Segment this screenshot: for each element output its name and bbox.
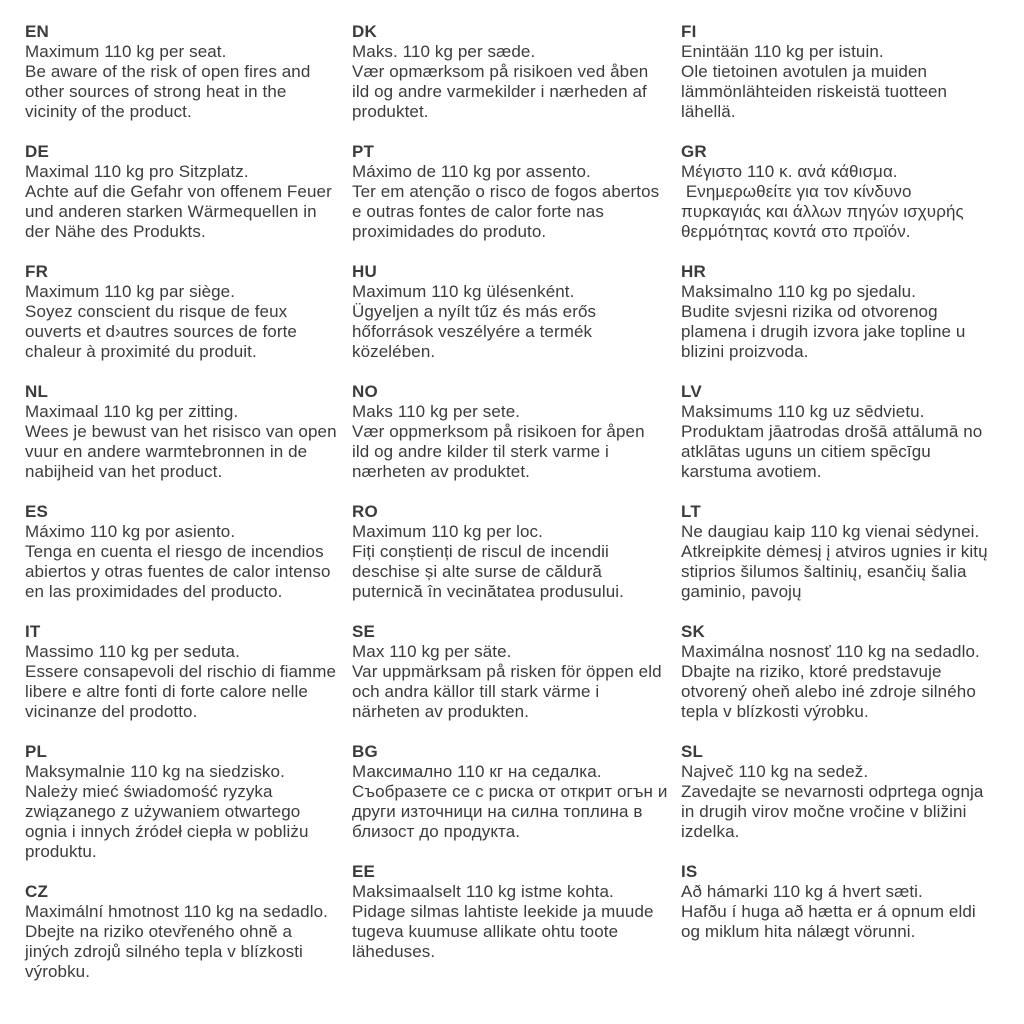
- lang-code-se: SE: [352, 622, 376, 641]
- lang-block-lv: [681, 382, 1004, 482]
- lang-text-nl: Maximaal 110 kg per zitting. Wees je bewust van het risisco van open vuur en andere warmtebronnen in de nabijheid van het product.: [25, 402, 337, 481]
- lang-text-ro: Maximum 110 kg per loc. Fiți conștienți de riscul de incendii deschise și alte surse de căldură puternică în vecinătatea produsului.: [352, 522, 624, 601]
- lang-text-hr: Maksimalno 110 kg po sjedalu. Budite svjesni rizika od otvorenog plamena i drugih izvora jake topline u blizini proizvoda.: [681, 282, 966, 361]
- lang-code-lv: LV: [681, 382, 702, 401]
- lang-text-fr: Maximum 110 kg par siège. Soyez conscient du risque de feux ouverts et d›autres sources de forte chaleur à proximité du produit.: [25, 282, 297, 361]
- lang-block-dk: [352, 22, 681, 122]
- lang-block-is: [681, 862, 1004, 942]
- lang-text-is: Að hámarki 110 kg á hvert sæti. Hafðu í huga að hætta er á opnum eldi og miklum hita nálægt vörunni.: [681, 882, 976, 941]
- lang-text-lt: Ne daugiau kaip 110 kg vienai sėdynei. Atkreipkite dėmesį į atviros ugnies ir kitų stiprios šilumos šaltinių, esančių šalia gaminio, pavojų: [681, 522, 988, 601]
- lang-text-gr: Μέγιστο 110 κ. ανά κάθισμα. Ενημερωθείτε για τον κίνδυνο πυρκαγιάς και άλλων πηγών ισχυρής θερμότητας κοντά στο προϊόν.: [681, 162, 964, 241]
- lang-code-nl: NL: [25, 382, 49, 401]
- lang-block-it: [25, 622, 352, 722]
- lang-block-fr: [25, 262, 352, 362]
- lang-text-cz: Maximální hmotnost 110 kg na sedadlo. Dbejte na riziko otevřeného ohně a jiných zdrojů silného tepla v blízkosti výrobku.: [25, 902, 328, 981]
- lang-block-es: [25, 502, 352, 602]
- lang-block-sl: [681, 742, 1004, 842]
- lang-code-no: NO: [352, 382, 378, 401]
- lang-text-fi: Enintään 110 kg per istuin. Ole tietoinen avotulen ja muiden lämmönlähteiden riskeistä tuotteen lähellä.: [681, 42, 948, 121]
- lang-code-es: ES: [25, 502, 49, 521]
- lang-code-it: IT: [25, 622, 41, 641]
- lang-text-es: Máximo 110 kg por asiento. Tenga en cuenta el riesgo de incendios abiertos y otras fuentes de calor intenso en las proximidades del producto.: [25, 522, 331, 601]
- lang-text-en: Maximum 110 kg per seat. Be aware of the risk of open fires and other sources of strong heat in the vicinity of the product.: [25, 42, 311, 121]
- lang-code-bg: BG: [352, 742, 378, 761]
- lang-code-pt: PT: [352, 142, 375, 161]
- lang-code-fi: FI: [681, 22, 697, 41]
- lang-block-nl: [25, 382, 352, 482]
- lang-block-sk: [681, 622, 1004, 722]
- lang-code-de: DE: [25, 142, 50, 161]
- lang-code-pl: PL: [25, 742, 48, 761]
- lang-block-hr: [681, 262, 1004, 362]
- lang-text-sl: Največ 110 kg na sedež. Zavedajte se nevarnosti odprtega ognja in drugih virov močne vročine v bližini izdelka.: [681, 762, 984, 841]
- lang-text-pt: Máximo de 110 kg por assento. Ter em atenção o risco de fogos abertos e outras fontes de calor forte nas proximidades do produto.: [352, 162, 660, 241]
- lang-text-hu: Maximum 110 kg ülésenként. Ügyeljen a nyílt tűz és más erős hőforrások veszélyére a termék közelében.: [352, 282, 597, 361]
- lang-block-pl: [25, 742, 352, 862]
- column-1: [25, 22, 352, 1002]
- lang-code-sl: SL: [681, 742, 704, 761]
- lang-code-hr: HR: [681, 262, 706, 281]
- lang-code-sk: SK: [681, 622, 706, 641]
- lang-text-pl: Maksymalnie 110 kg na siedzisko. Należy mieć świadomość ryzyka związanego z używaniem otwartego ognia i innych źródeł ciepła w pobliżu produktu.: [25, 762, 309, 861]
- lang-block-hu: [352, 262, 681, 362]
- lang-block-cz: [25, 882, 352, 982]
- lang-code-ro: RO: [352, 502, 378, 521]
- lang-text-lv: Maksimums 110 kg uz sēdvietu. Produktam jāatrodas drošā attālumā no atklātas uguns un citiem spēcīgu karstuma avotiem.: [681, 402, 983, 481]
- lang-code-ee: EE: [352, 862, 376, 881]
- lang-block-gr: [681, 142, 1004, 242]
- lang-block-en: [25, 22, 352, 122]
- lang-text-sk: Maximálna nosnosť 110 kg na sedadlo. Dbajte na riziko, ktoré predstavuje otvorený oheň alebo iné zdroje silného tepla v blízkosti výrobku.: [681, 642, 980, 721]
- lang-text-de: Maximal 110 kg pro Sitzplatz. Achte auf die Gefahr von offenem Feuer und anderen starken Wärmequellen in der Nähe des Produkts.: [25, 162, 332, 241]
- lang-code-fr: FR: [25, 262, 49, 281]
- lang-text-bg: Максимално 110 кг на седалка. Съобразете се с риска от открит огън и други източници на силна топлина в близост до продукта.: [352, 762, 668, 841]
- lang-block-se: [352, 622, 681, 722]
- lang-code-gr: GR: [681, 142, 707, 161]
- lang-code-lt: LT: [681, 502, 701, 521]
- lang-code-is: IS: [681, 862, 698, 881]
- lang-code-en: EN: [25, 22, 50, 41]
- lang-code-dk: DK: [352, 22, 377, 41]
- column-2: [352, 22, 681, 1002]
- lang-block-fi: [681, 22, 1004, 122]
- lang-block-no: [352, 382, 681, 482]
- lang-block-pt: [352, 142, 681, 242]
- column-3: [681, 22, 1004, 1002]
- lang-text-dk: Maks. 110 kg per sæde. Vær opmærksom på risikoen ved åben ild og andre varmekilder i nærheden af produktet.: [352, 42, 649, 121]
- lang-block-ee: [352, 862, 681, 962]
- lang-code-cz: CZ: [25, 882, 49, 901]
- lang-code-hu: HU: [352, 262, 377, 281]
- lang-text-ee: Maksimaalselt 110 kg istme kohta. Pidage silmas lahtiste leekide ja muude tugeva kuumuse allikate ohtu toote läheduses.: [352, 882, 654, 961]
- lang-block-ro: [352, 502, 681, 602]
- lang-block-bg: [352, 742, 681, 842]
- lang-text-it: Massimo 110 kg per seduta. Essere consapevoli del rischio di fiamme libere e altre fonti di forte calore nelle vicinanze del prodotto.: [25, 642, 337, 721]
- lang-text-no: Maks 110 kg per sete. Vær oppmerksom på risikoen for åpen ild og andre kilder til sterk varme i nærheten av produktet.: [352, 402, 645, 481]
- lang-text-se: Max 110 kg per säte. Var uppmärksam på risken för öppen eld och andra källor till stark värme i närheten av produkten.: [352, 642, 662, 721]
- lang-block-lt: [681, 502, 1004, 602]
- lang-block-de: [25, 142, 352, 242]
